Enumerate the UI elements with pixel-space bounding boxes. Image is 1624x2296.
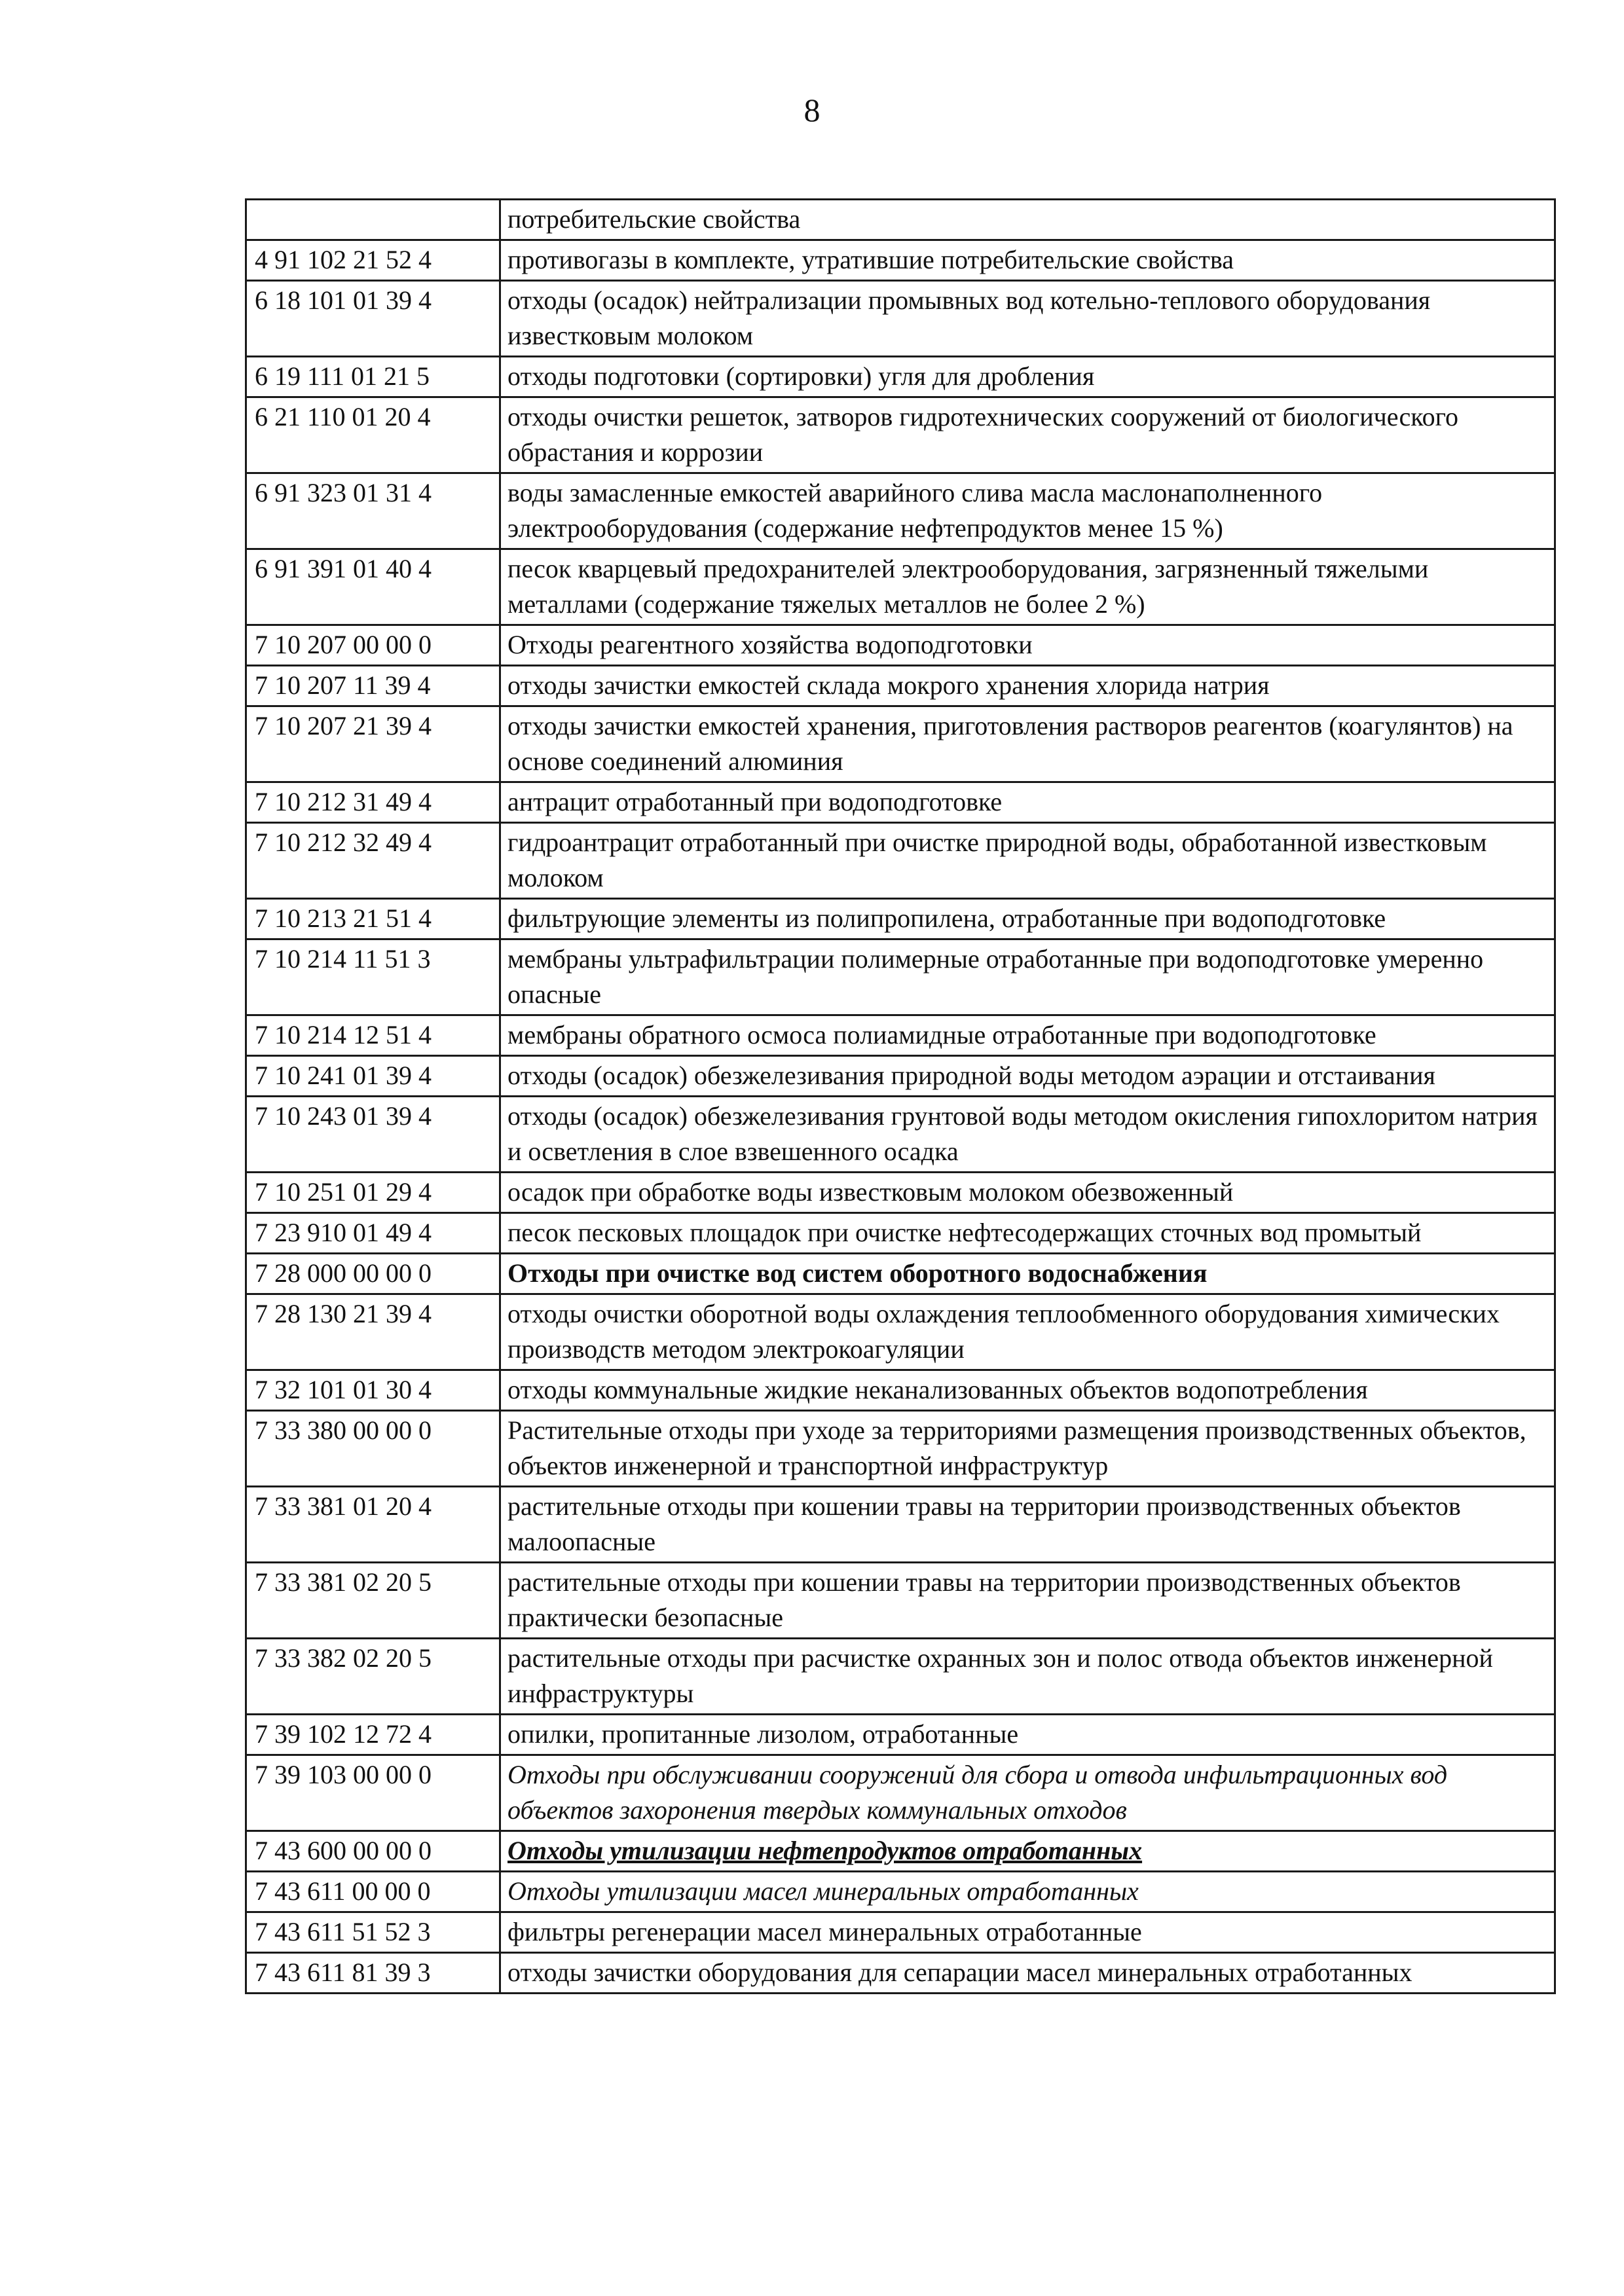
waste-description-text: отходы (осадок) обезжелезивания грунтовой воды методом окисления гипохлоритом натрия и осветления в слое взвешенного осадка	[507, 1101, 1538, 1166]
table-row	[246, 1370, 1555, 1411]
waste-description-cell	[500, 1370, 1555, 1411]
table-row	[246, 1639, 1555, 1715]
waste-description-text: растительные отходы при кошении травы на территории производственных объектов малоопасные	[507, 1491, 1461, 1556]
waste-code-cell: 7 10 241 01 39 4	[246, 1056, 500, 1097]
waste-description-cell	[500, 1411, 1555, 1487]
table-row	[246, 1254, 1555, 1294]
waste-description-cell	[500, 666, 1555, 706]
table-row	[246, 823, 1555, 899]
table-row	[246, 1872, 1555, 1912]
table-row	[246, 357, 1555, 397]
table-row	[246, 1715, 1555, 1755]
table-row	[246, 549, 1555, 625]
waste-code-cell: 7 10 207 00 00 0	[246, 625, 500, 666]
table-row	[246, 1411, 1555, 1487]
table-row	[246, 1173, 1555, 1213]
waste-code-cell: 7 43 600 00 00 0	[246, 1831, 500, 1872]
waste-description-cell	[500, 1872, 1555, 1912]
waste-code-cell: 7 10 212 32 49 4	[246, 823, 500, 899]
waste-description-cell	[500, 823, 1555, 899]
waste-description-text: отходы (осадок) нейтрализации промывных вод котельно-теплового оборудования известковым молоком	[507, 285, 1431, 350]
table-row	[246, 281, 1555, 357]
waste-description-cell	[500, 1755, 1555, 1831]
waste-code-cell: 7 39 102 12 72 4	[246, 1715, 500, 1755]
waste-description-text: осадок при обработке воды известковым молоком обезвоженный	[507, 1177, 1234, 1207]
waste-code-cell: 7 10 212 31 49 4	[246, 782, 500, 823]
table-row	[246, 1015, 1555, 1056]
waste-code-cell: 6 91 323 01 31 4	[246, 473, 500, 549]
table-row	[246, 666, 1555, 706]
waste-code-cell: 7 32 101 01 30 4	[246, 1370, 500, 1411]
waste-description-text: отходы очистки решеток, затворов гидротехнических сооружений от биологического обрастания и коррозии	[507, 402, 1459, 467]
waste-description-text: отходы зачистки оборудования для сепарации масел минеральных отработанных	[507, 1958, 1412, 1987]
waste-description-text: фильтрующие элементы из полипропилена, отработанные при водоподготовке	[507, 903, 1386, 933]
waste-description-cell	[500, 357, 1555, 397]
waste-code-cell: 6 21 110 01 20 4	[246, 397, 500, 473]
waste-description-cell	[500, 1831, 1555, 1872]
waste-description-cell	[500, 939, 1555, 1015]
table-row	[246, 939, 1555, 1015]
waste-code-cell: 7 10 213 21 51 4	[246, 899, 500, 939]
waste-description-text: растительные отходы при кошении травы на территории производственных объектов практически безопасные	[507, 1567, 1461, 1632]
waste-description-text: растительные отходы при расчистке охранных зон и полос отвода объектов инженерной инфраструктуры	[507, 1643, 1493, 1708]
waste-code-cell: 7 10 243 01 39 4	[246, 1097, 500, 1173]
waste-description-cell	[500, 1563, 1555, 1639]
waste-description-cell	[500, 706, 1555, 782]
waste-code-cell: 7 33 381 01 20 4	[246, 1487, 500, 1563]
table-row	[246, 200, 1555, 240]
waste-description-cell	[500, 473, 1555, 549]
waste-code-cell: 7 39 103 00 00 0	[246, 1755, 500, 1831]
waste-description-cell	[500, 549, 1555, 625]
waste-description-text: мембраны обратного осмоса полиамидные отработанные при водоподготовке	[507, 1020, 1376, 1049]
table-row	[246, 899, 1555, 939]
waste-description-text: песок песковых площадок при очистке нефтесодержащих сточных вод промытый	[507, 1218, 1422, 1247]
waste-code-cell: 7 43 611 81 39 3	[246, 1953, 500, 1994]
waste-description-text: отходы очистки оборотной воды охлаждения теплообменного оборудования химических производств методом электрокоагуляции	[507, 1299, 1500, 1364]
waste-description-cell	[500, 1173, 1555, 1213]
waste-description-cell	[500, 1953, 1555, 1994]
waste-code-cell: 7 10 251 01 29 4	[246, 1173, 500, 1213]
waste-description-text: фильтры регенерации масел минеральных отработанные	[507, 1917, 1142, 1946]
table-row	[246, 1056, 1555, 1097]
waste-description-cell	[500, 782, 1555, 823]
waste-description-text: песок кварцевый предохранителей электрооборудования, загрязненный тяжелыми металлами (содержание тяжелых металлов не более 2 %)	[507, 554, 1429, 619]
waste-description-cell	[500, 1056, 1555, 1097]
waste-description-text: Отходы реагентного хозяйства водоподготовки	[507, 630, 1033, 659]
waste-code-cell: 7 33 381 02 20 5	[246, 1563, 500, 1639]
waste-description-cell	[500, 200, 1555, 240]
waste-description-cell	[500, 1254, 1555, 1294]
waste-code-cell: 7 23 910 01 49 4	[246, 1213, 500, 1254]
waste-description-text: мембраны ультрафильтрации полимерные отработанные при водоподготовке умеренно опасные	[507, 944, 1484, 1009]
table-row	[246, 397, 1555, 473]
waste-description-text: гидроантрацит отработанный при очистке природной воды, обработанной известковым молоком	[507, 828, 1487, 892]
table-row	[246, 1953, 1555, 1994]
waste-description-text: воды замасленные емкостей аварийного слива масла маслонаполненного электрооборудования (содержание нефтепродуктов менее 15 %)	[507, 478, 1323, 543]
waste-description-cell	[500, 1015, 1555, 1056]
waste-code-cell: 7 10 214 11 51 3	[246, 939, 500, 1015]
waste-code-cell: 6 18 101 01 39 4	[246, 281, 500, 357]
waste-description-cell	[500, 1487, 1555, 1563]
waste-code-cell: 7 28 130 21 39 4	[246, 1294, 500, 1370]
table-row	[246, 782, 1555, 823]
waste-description-cell	[500, 1715, 1555, 1755]
waste-description-cell	[500, 1213, 1555, 1254]
waste-description-text: потребительские свойства	[507, 204, 801, 234]
waste-code-cell: 7 10 207 11 39 4	[246, 666, 500, 706]
table-row	[246, 1097, 1555, 1173]
table-row	[246, 1755, 1555, 1831]
waste-code-cell: 7 43 611 51 52 3	[246, 1912, 500, 1953]
waste-description-text: Отходы при очистке вод систем оборотного водоснабжения	[507, 1258, 1208, 1288]
waste-classification-table	[245, 198, 1556, 1994]
waste-description-text: отходы (осадок) обезжелезивания природной воды методом аэрации и отстаивания	[507, 1061, 1435, 1090]
table-row	[246, 625, 1555, 666]
waste-description-text: Отходы при обслуживании сооружений для сбора и отвода инфильтрационных вод объектов захоронения твердых коммунальных отходов	[507, 1760, 1448, 1825]
table-row	[246, 473, 1555, 549]
table-row	[246, 1487, 1555, 1563]
waste-code-cell	[246, 200, 500, 240]
waste-code-cell: 4 91 102 21 52 4	[246, 240, 500, 281]
table-row	[246, 1831, 1555, 1872]
waste-code-cell: 7 10 214 12 51 4	[246, 1015, 500, 1056]
waste-description-text: отходы коммунальные жидкие неканализованных объектов водопотребления	[507, 1375, 1368, 1404]
waste-description-cell	[500, 625, 1555, 666]
table-body	[246, 200, 1555, 1994]
waste-description-text: отходы зачистки емкостей хранения, приготовления растворов реагентов (коагулянтов) на основе соединений алюминия	[507, 711, 1513, 776]
waste-code-cell: 7 33 380 00 00 0	[246, 1411, 500, 1487]
waste-description-cell	[500, 899, 1555, 939]
waste-code-cell: 7 10 207 21 39 4	[246, 706, 500, 782]
table-row	[246, 706, 1555, 782]
waste-description-text: опилки, пропитанные лизолом, отработанные	[507, 1719, 1019, 1749]
table-row	[246, 240, 1555, 281]
waste-description-text: Отходы утилизации нефтепродуктов отработанных	[507, 1836, 1143, 1865]
waste-code-cell: 7 43 611 00 00 0	[246, 1872, 500, 1912]
page-number: 8	[803, 92, 821, 128]
table-row	[246, 1294, 1555, 1370]
waste-description-cell	[500, 1294, 1555, 1370]
waste-code-cell: 7 28 000 00 00 0	[246, 1254, 500, 1294]
table-row	[246, 1563, 1555, 1639]
waste-description-cell	[500, 1639, 1555, 1715]
waste-description-text: противогазы в комплекте, утратившие потребительские свойства	[507, 245, 1234, 274]
waste-description-text: отходы подготовки (сортировки) угля для дробления	[507, 361, 1095, 391]
waste-description-text: Растительные отходы при уходе за территориями размещения производственных объектов, объектов инженерной и транспортной инфраструктур	[507, 1415, 1526, 1480]
table-row	[246, 1213, 1555, 1254]
waste-code-cell: 7 33 382 02 20 5	[246, 1639, 500, 1715]
waste-description-cell	[500, 1912, 1555, 1953]
waste-description-text: Отходы утилизации масел минеральных отработанных	[507, 1876, 1139, 1906]
table-row	[246, 1912, 1555, 1953]
waste-code-cell: 6 91 391 01 40 4	[246, 549, 500, 625]
waste-description-cell	[500, 397, 1555, 473]
waste-code-cell: 6 19 111 01 21 5	[246, 357, 500, 397]
waste-description-cell	[500, 281, 1555, 357]
waste-description-text: отходы зачистки емкостей склада мокрого хранения хлорида натрия	[507, 670, 1270, 700]
waste-description-cell	[500, 1097, 1555, 1173]
waste-description-text: антрацит отработанный при водоподготовке	[507, 787, 1003, 816]
waste-description-cell	[500, 240, 1555, 281]
